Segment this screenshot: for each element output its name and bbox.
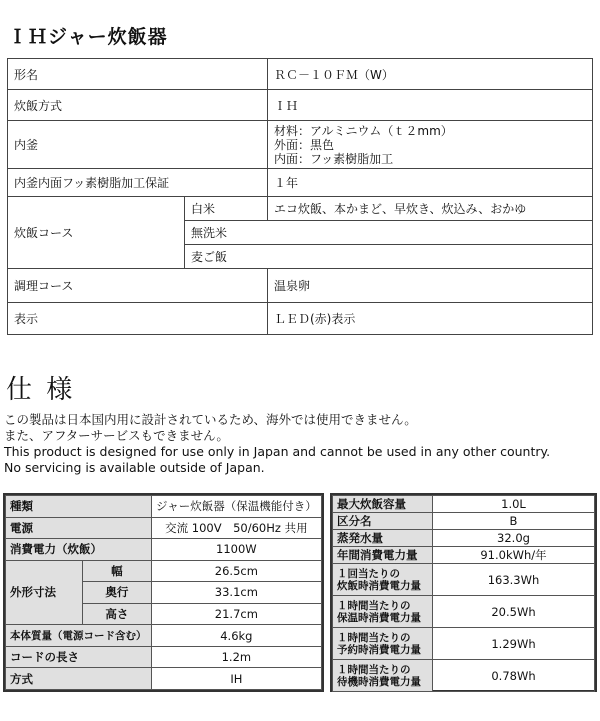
pot-value xyxy=(268,121,593,169)
spec-keep-energy-label-2: 保温時消費電力量 xyxy=(337,611,421,624)
row-display xyxy=(8,303,593,335)
spec-cook-energy-value: 163.3Wh xyxy=(433,564,595,596)
course-white-value: エコ炊飯、本かまど、早炊き、炊込み、おかゆ xyxy=(268,197,593,221)
spec-mass-label: 本体質量（電源コード含む） xyxy=(6,625,152,647)
usage-notice xyxy=(4,412,550,476)
spec-cord-value: 1.2m xyxy=(151,646,321,668)
spec-type-row xyxy=(6,496,322,518)
spec-standby-energy-value: 0.78Wh xyxy=(433,660,595,692)
spec-class-row xyxy=(333,513,595,530)
spec-timer-energy-label xyxy=(333,628,433,660)
display-label: 表示 xyxy=(8,303,268,335)
spec-width-label: 幅 xyxy=(83,560,152,582)
spec-evap-row xyxy=(333,530,595,547)
spec-evap-value: 32.0g xyxy=(433,530,595,547)
spec-keep-energy-label xyxy=(333,596,433,628)
spec-standby-energy-label-2: 待機時消費電力量 xyxy=(337,675,421,688)
spec-height-label: 高さ xyxy=(83,603,152,625)
spec-depth-label: 奥行 xyxy=(83,582,152,604)
cooking-value: 温泉卵 xyxy=(268,269,593,303)
spec-standby-energy-label xyxy=(333,660,433,692)
display-value: ＬＥＤ(赤)表示 xyxy=(268,303,593,335)
cooking-label: 調理コース xyxy=(8,269,268,303)
spec-capacity-row xyxy=(333,496,595,513)
spec-capacity-value: 1.0L xyxy=(433,496,595,513)
product-title: ＩＨジャー炊飯器 xyxy=(8,26,168,48)
spec-keep-energy-label-1: １時間当たりの xyxy=(337,599,411,612)
pot-material: 材料：アルミニウム（ｔ２mm） xyxy=(274,123,453,138)
spec-type-value: ジャー炊飯器（保温機能付き） xyxy=(151,496,321,518)
spec-width-value: 26.5cm xyxy=(151,560,321,582)
course-musenmai-label: 無洗米 xyxy=(185,221,593,245)
spec-width-row xyxy=(6,560,322,582)
row-course-white xyxy=(8,197,593,221)
spec-cord-label: コードの長さ xyxy=(6,646,152,668)
spec-power-label: 電源 xyxy=(6,517,152,539)
course-white-label: 白米 xyxy=(185,197,268,221)
spec-standby-energy-row xyxy=(333,660,595,692)
spec-mass-row xyxy=(6,625,322,647)
spec-dims-label: 外形寸法 xyxy=(6,560,83,625)
spec-timer-energy-row xyxy=(333,628,595,660)
notice-en-1: This product is designed for use only in Japan and cannot be used in any other country. xyxy=(4,444,551,459)
row-method xyxy=(8,90,593,121)
spec-table-left xyxy=(3,493,324,692)
spec-table-right xyxy=(330,493,597,692)
notice-jp-2: また、アフターサービスもできません。 xyxy=(4,428,229,443)
spec-depth-value: 33.1cm xyxy=(151,582,321,604)
model-label: 形名 xyxy=(8,59,268,90)
spec-class-value: B xyxy=(433,513,595,530)
row-pot xyxy=(8,121,593,169)
spec-annual-row xyxy=(333,547,595,564)
course-mugi-label: 麦ご飯 xyxy=(185,245,593,269)
spec-consumption-label: 消費電力（炊飯） xyxy=(6,539,152,561)
spec-keep-energy-row xyxy=(333,596,595,628)
spec-mass-value: 4.6kg xyxy=(151,625,321,647)
spec-cook-energy-label-1: １回当たりの xyxy=(337,567,400,580)
spec-timer-energy-value: 1.29Wh xyxy=(433,628,595,660)
pot-inner: 内面：フッ素樹脂加工 xyxy=(274,151,394,166)
pot-outer: 外面：黒色 xyxy=(274,137,335,152)
warranty-label: 内釜内面フッ素樹脂加工保証 xyxy=(8,169,268,197)
spec-timer-energy-label-2: 予約時消費電力量 xyxy=(337,643,421,656)
row-model xyxy=(8,59,593,90)
spec-height-value: 21.7cm xyxy=(151,603,321,625)
spec-title: 仕 様 xyxy=(6,375,76,405)
spec-cook-energy-label xyxy=(333,564,433,596)
notice-jp-1: この製品は日本国内用に設計されているため、海外では使用できません。 xyxy=(4,412,417,427)
notice-en-2: No servicing is available outside of Japan. xyxy=(4,460,265,475)
spec-class-label: 区分名 xyxy=(333,513,433,530)
spec-method-value: IH xyxy=(151,668,321,690)
course-label: 炊飯コース xyxy=(8,197,185,269)
spec-cook-energy-label-2: 炊飯時消費電力量 xyxy=(337,579,421,592)
spec-evap-label: 蒸発水量 xyxy=(333,530,433,547)
row-cooking xyxy=(8,269,593,303)
spec-power-value: 交流 100V 50/60Hz 共用 xyxy=(151,517,321,539)
spec-annual-value: 91.0kWh/年 xyxy=(433,547,595,564)
spec-annual-label: 年間消費電力量 xyxy=(333,547,433,564)
spec-method-label: 方式 xyxy=(6,668,152,690)
product-feature-table xyxy=(7,58,593,335)
spec-cook-energy-row xyxy=(333,564,595,596)
warranty-value: １年 xyxy=(268,169,593,197)
method-value: ＩＨ xyxy=(268,90,593,121)
spec-cord-row xyxy=(6,646,322,668)
spec-type-label: 種類 xyxy=(6,496,152,518)
spec-capacity-label: 最大炊飯容量 xyxy=(333,496,433,513)
spec-method-row xyxy=(6,668,322,690)
spec-consumption-value: 1100W xyxy=(151,539,321,561)
spec-consumption-row xyxy=(6,539,322,561)
pot-label: 内釜 xyxy=(8,121,268,169)
spec-keep-energy-value: 20.5Wh xyxy=(433,596,595,628)
spec-power-row xyxy=(6,517,322,539)
method-label: 炊飯方式 xyxy=(8,90,268,121)
spec-timer-energy-label-1: １時間当たりの xyxy=(337,631,411,644)
model-value: ＲＣ－１０ＦＭ（W） xyxy=(268,59,593,90)
row-warranty xyxy=(8,169,593,197)
spec-standby-energy-label-1: １時間当たりの xyxy=(337,663,411,676)
